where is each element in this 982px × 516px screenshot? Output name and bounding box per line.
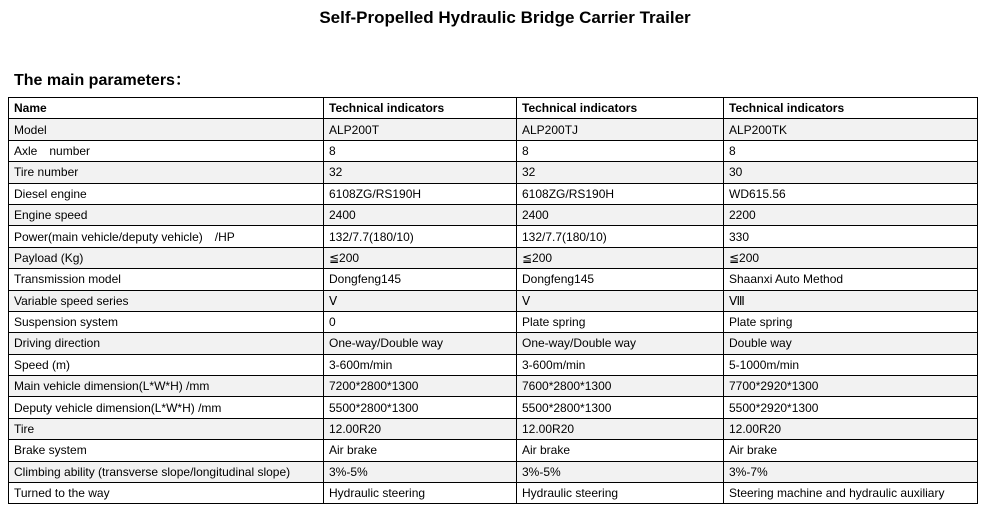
alp200tk-value-cell: WD615.56 bbox=[724, 183, 978, 204]
alp200tk-value-cell: Air brake bbox=[724, 440, 978, 461]
column-header-technical-indicators: Technical indicators bbox=[517, 98, 724, 119]
alp200t-value-cell: Ⅴ bbox=[324, 290, 517, 311]
alp200tj-value-cell: Hydraulic steering bbox=[517, 483, 724, 504]
alp200tj-value-cell: 32 bbox=[517, 162, 724, 183]
alp200t-value-cell: 12.00R20 bbox=[324, 418, 517, 439]
parameter-name-cell: Speed (m) bbox=[9, 354, 324, 375]
parameter-name-cell: Power(main vehicle/deputy vehicle) /HP bbox=[9, 226, 324, 247]
parameter-name-cell: Climbing ability (transverse slope/longitudinal slope) bbox=[9, 461, 324, 482]
alp200tj-value-cell: 7600*2800*1300 bbox=[517, 376, 724, 397]
table-row bbox=[9, 226, 978, 247]
parameter-name-cell: Payload (Kg) bbox=[9, 247, 324, 268]
parameters-table bbox=[8, 97, 978, 504]
document-title: Self-Propelled Hydraulic Bridge Carrier Trailer bbox=[319, 8, 691, 27]
parameter-name-cell: Variable speed series bbox=[9, 290, 324, 311]
table-row bbox=[9, 269, 978, 290]
parameter-name-cell: Axle number bbox=[9, 140, 324, 161]
parameter-name-cell: Model bbox=[9, 119, 324, 140]
table-header-row bbox=[9, 98, 978, 119]
alp200tj-value-cell: Ⅴ bbox=[517, 290, 724, 311]
alp200t-value-cell: 3%-5% bbox=[324, 461, 517, 482]
alp200t-value-cell: ≦200 bbox=[324, 247, 517, 268]
table-row bbox=[9, 354, 978, 375]
alp200tj-value-cell: One-way/Double way bbox=[517, 333, 724, 354]
alp200t-value-cell: 32 bbox=[324, 162, 517, 183]
alp200tj-value-cell: 5500*2800*1300 bbox=[517, 397, 724, 418]
alp200tk-value-cell: Shaanxi Auto Method bbox=[724, 269, 978, 290]
alp200tj-value-cell: 132/7.7(180/10) bbox=[517, 226, 724, 247]
column-header-name: Name bbox=[9, 98, 324, 119]
table-row bbox=[9, 333, 978, 354]
parameter-name-cell: Tire number bbox=[9, 162, 324, 183]
alp200t-value-cell: 2400 bbox=[324, 204, 517, 225]
parameter-name-cell: Diesel engine bbox=[9, 183, 324, 204]
alp200t-value-cell: 6108ZG/RS190H bbox=[324, 183, 517, 204]
alp200tj-value-cell: 3-600m/min bbox=[517, 354, 724, 375]
table-body bbox=[9, 119, 978, 504]
alp200tk-value-cell: 30 bbox=[724, 162, 978, 183]
parameter-name-cell: Deputy vehicle dimension(L*W*H) /mm bbox=[9, 397, 324, 418]
alp200tj-value-cell: ALP200TJ bbox=[517, 119, 724, 140]
alp200tk-value-cell: ≦200 bbox=[724, 247, 978, 268]
alp200tk-value-cell: Ⅷ bbox=[724, 290, 978, 311]
alp200tj-value-cell: 6108ZG/RS190H bbox=[517, 183, 724, 204]
table-row bbox=[9, 119, 978, 140]
table-row bbox=[9, 376, 978, 397]
parameter-name-cell: Transmission model bbox=[9, 269, 324, 290]
alp200tj-value-cell: 12.00R20 bbox=[517, 418, 724, 439]
table-row bbox=[9, 311, 978, 332]
alp200tj-value-cell: 2400 bbox=[517, 204, 724, 225]
alp200tj-value-cell: ≦200 bbox=[517, 247, 724, 268]
table-row bbox=[9, 247, 978, 268]
alp200t-value-cell: Hydraulic steering bbox=[324, 483, 517, 504]
alp200t-value-cell: 3-600m/min bbox=[324, 354, 517, 375]
table-row bbox=[9, 397, 978, 418]
alp200tk-value-cell: Steering machine and hydraulic auxiliary bbox=[724, 483, 978, 504]
alp200tk-value-cell: 7700*2920*1300 bbox=[724, 376, 978, 397]
alp200tk-value-cell: ALP200TK bbox=[724, 119, 978, 140]
alp200tk-value-cell: 3%-7% bbox=[724, 461, 978, 482]
parameter-name-cell: Tire bbox=[9, 418, 324, 439]
table-row bbox=[9, 290, 978, 311]
alp200tj-value-cell: Air brake bbox=[517, 440, 724, 461]
alp200tk-value-cell: 2200 bbox=[724, 204, 978, 225]
alp200t-value-cell: 0 bbox=[324, 311, 517, 332]
alp200tj-value-cell: Plate spring bbox=[517, 311, 724, 332]
alp200t-value-cell: 5500*2800*1300 bbox=[324, 397, 517, 418]
table-row bbox=[9, 162, 978, 183]
alp200tj-value-cell: Dongfeng145 bbox=[517, 269, 724, 290]
alp200tk-value-cell: 330 bbox=[724, 226, 978, 247]
alp200tk-value-cell: 12.00R20 bbox=[724, 418, 978, 439]
table-row bbox=[9, 418, 978, 439]
table-row bbox=[9, 204, 978, 225]
alp200tk-value-cell: 5-1000m/min bbox=[724, 354, 978, 375]
table-row bbox=[9, 440, 978, 461]
alp200tj-value-cell: 3%-5% bbox=[517, 461, 724, 482]
alp200tk-value-cell: 8 bbox=[724, 140, 978, 161]
parameter-name-cell: Engine speed bbox=[9, 204, 324, 225]
parameter-name-cell: Suspension system bbox=[9, 311, 324, 332]
alp200t-value-cell: Air brake bbox=[324, 440, 517, 461]
alp200tk-value-cell: Double way bbox=[724, 333, 978, 354]
alp200t-value-cell: 132/7.7(180/10) bbox=[324, 226, 517, 247]
parameter-name-cell: Driving direction bbox=[9, 333, 324, 354]
alp200tj-value-cell: 8 bbox=[517, 140, 724, 161]
alp200t-value-cell: One-way/Double way bbox=[324, 333, 517, 354]
column-header-technical-indicators: Technical indicators bbox=[324, 98, 517, 119]
parameter-name-cell: Main vehicle dimension(L*W*H) /mm bbox=[9, 376, 324, 397]
alp200t-value-cell: ALP200T bbox=[324, 119, 517, 140]
table-row bbox=[9, 183, 978, 204]
alp200tk-value-cell: Plate spring bbox=[724, 311, 978, 332]
alp200t-value-cell: Dongfeng145 bbox=[324, 269, 517, 290]
table-row bbox=[9, 140, 978, 161]
column-header-technical-indicators: Technical indicators bbox=[724, 98, 978, 119]
parameter-name-cell: Turned to the way bbox=[9, 483, 324, 504]
alp200tk-value-cell: 5500*2920*1300 bbox=[724, 397, 978, 418]
section-heading: The main parameters： bbox=[14, 72, 191, 89]
alp200t-value-cell: 8 bbox=[324, 140, 517, 161]
alp200t-value-cell: 7200*2800*1300 bbox=[324, 376, 517, 397]
table-row bbox=[9, 461, 978, 482]
table-row bbox=[9, 483, 978, 504]
parameter-name-cell: Brake system bbox=[9, 440, 324, 461]
